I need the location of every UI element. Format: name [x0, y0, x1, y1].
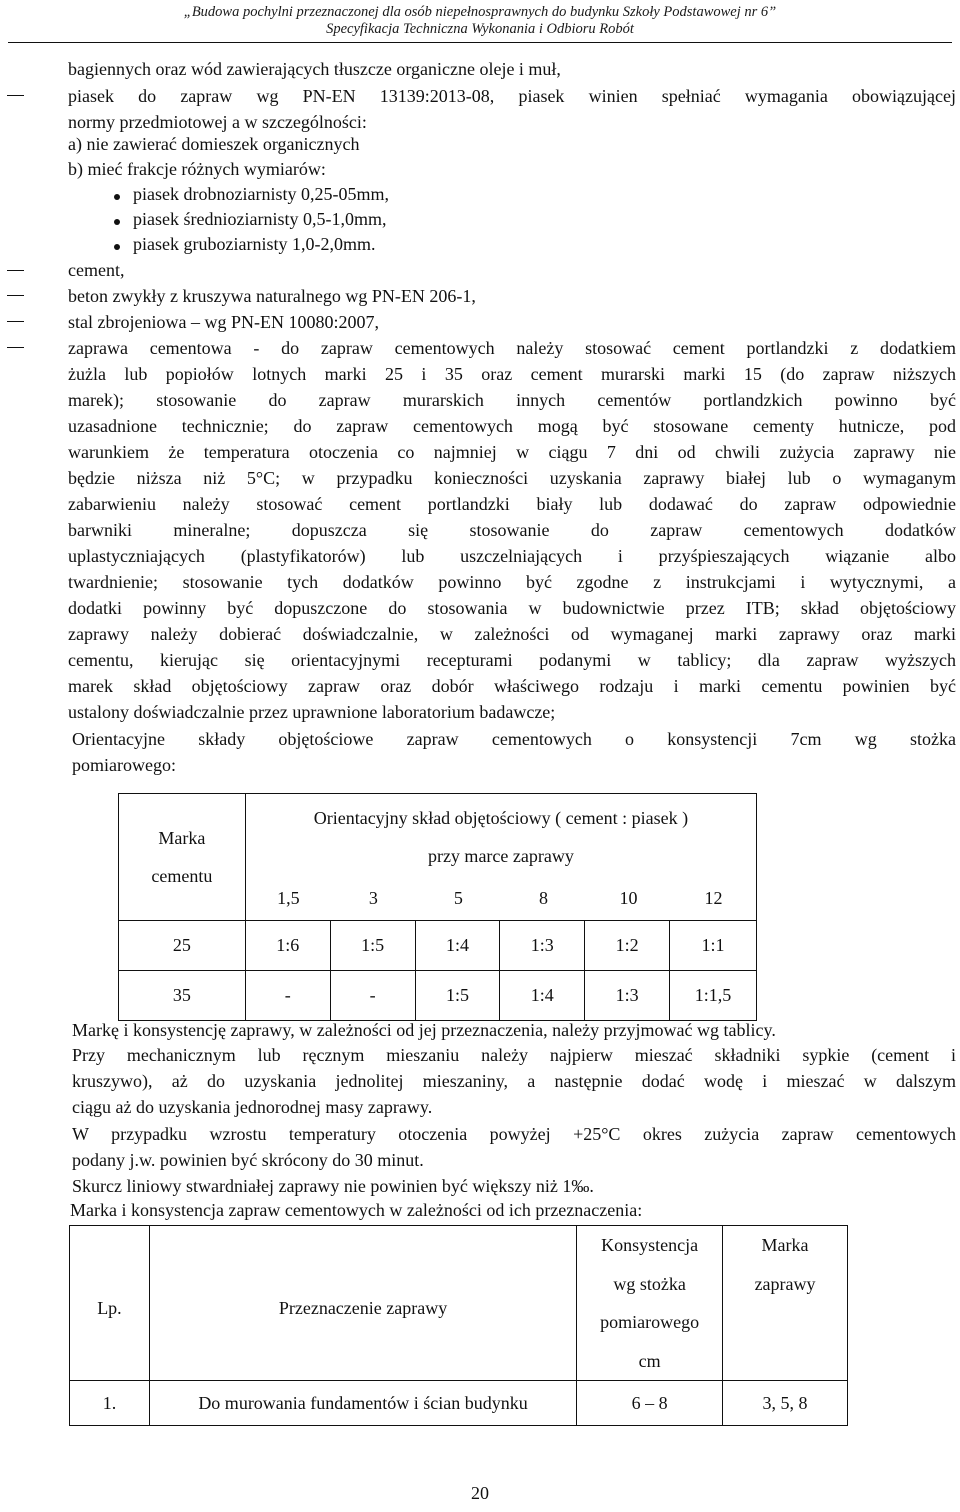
intro-line: a) nie zawierać domieszek organicznych	[68, 134, 360, 154]
bullet-marker	[114, 194, 120, 200]
table1-cell: 1:1,5	[670, 971, 757, 1021]
dash-item: stal zbrojeniowa – wg PN-EN 10080:2007,	[68, 312, 379, 332]
intro-line: normy przedmiotowej a w szczególności:	[68, 112, 367, 132]
table2-header-line: pomiarowego	[600, 1312, 700, 1332]
table1-group-header	[245, 794, 756, 921]
table2-header-line: wg stożka	[613, 1273, 686, 1294]
dash-marker	[7, 347, 24, 348]
header-spec-title: Specyfikacja Techniczna Wykonania i Odbioru Robót	[326, 21, 634, 37]
table2-header-line: Marka	[761, 1235, 809, 1255]
table-row	[119, 971, 757, 1021]
zaprawa-line: uzasadnione technicznie; do zapraw cementowych mogą być stosowane cementy hutnicze, pod	[68, 416, 956, 436]
header-divider	[8, 42, 952, 43]
after-line: podany j.w. powinien być skrócony do 30 minut.	[72, 1150, 424, 1170]
table1-column-header: 12	[704, 888, 723, 908]
sand-bullet-item: piasek drobnoziarnisty 0,25-05mm,	[133, 184, 389, 204]
dash-item: cement,	[68, 260, 125, 280]
table1-column-header: 1,5	[277, 888, 300, 908]
orient-line: pomiarowego:	[72, 755, 176, 775]
table1-cell: 1:4	[415, 921, 500, 971]
zaprawa-line: marek); stosowanie do zapraw murarskich innych cementów portlandzkich powinno być	[68, 390, 956, 410]
zaprawa-line: cementu, kierując się orientacyjnymi recepturami podanymi w tablicy; dla zapraw wyższych	[68, 650, 956, 670]
dash-marker	[7, 95, 24, 96]
table-row	[119, 921, 757, 971]
dash-marker	[7, 321, 24, 322]
table2-header-marka	[723, 1226, 848, 1381]
table1-corner-line: Marka	[158, 828, 206, 848]
table1-column-header: 8	[538, 888, 548, 908]
table1-cell: -	[330, 971, 415, 1021]
zaprawa-line: będzie niższa niż 5°C; w przypadku konieczności uzyskania zaprawy białej lub o wymaganym	[68, 468, 956, 488]
after-line: Markę i konsystencję zaprawy, w zależności od jej przeznaczenia, należy przyjmować wg tablicy.	[72, 1020, 776, 1040]
table2-cell-przeznaczenie: Do murowania fundamentów i ścian budynku	[149, 1381, 576, 1426]
table1-cell-marka: 35	[119, 971, 246, 1021]
table1-column-header: 3	[368, 888, 378, 908]
zaprawa-line: dodatki powinny być dopuszczone do stosowania w budownictwie przez ITB; skład objętościowy	[68, 598, 956, 618]
table2-header-line: zaprawy	[754, 1273, 816, 1294]
zaprawa-line: zaprawy należy dobierać doświadczalnie, w zależności od wymaganej marki zaprawy oraz marki	[68, 624, 956, 644]
dash-marker	[7, 295, 24, 296]
after-line: kruszywo), aż do uzyskania jednolitej mieszaniny, a następnie dodać wodę i mieszać w dalszym	[72, 1071, 956, 1091]
table1-cell: 1:4	[500, 971, 585, 1021]
table1-cell: 1:3	[500, 921, 585, 971]
page-number: 20	[471, 1483, 489, 1503]
table1-group-line: Orientacyjny skład objętościowy ( cement : piasek )	[313, 808, 689, 828]
zaprawa-line: marek skład objętościowy zapraw oraz dobór właściwego rodzaju i marki cementu powinien być	[68, 676, 956, 696]
bullet-marker	[114, 244, 120, 250]
table1-corner-line: cementu	[151, 866, 213, 886]
zaprawa-line: barwniki mineralne; dopuszcza się stosowanie do zapraw cementowych dodatków	[68, 520, 956, 540]
zaprawa-line: ustalony doświadczalnie przez uprawnione laboratorium badawcze;	[68, 702, 556, 722]
zaprawa-line: twardnienie; stosowanie tych dodatków powinno być zgodne z instrukcjami i wytycznymi, a	[68, 572, 956, 592]
after-line: Marka i konsystencja zapraw cementowych w zależności od ich przeznaczenia:	[70, 1200, 643, 1220]
zaprawa-line: zaprawa cementowa - do zapraw cementowych należy stosować cement portlandzki z dodatkiem	[68, 338, 956, 358]
table2-header-line: Konsystencja	[601, 1235, 699, 1255]
bullet-marker	[114, 219, 120, 225]
orient-line: Orientacyjne składy objętościowe zapraw cementowych o konsystencji 7cm wg stożka	[72, 729, 956, 749]
table1-cell: 1:1	[670, 921, 757, 971]
table2-cell-lp: 1.	[70, 1381, 150, 1426]
after-line: ciągu aż do uzyskania jednorodnej masy zaprawy.	[72, 1097, 433, 1117]
table1-column-header: 5	[453, 888, 463, 908]
table1-column-headers	[246, 886, 756, 910]
table-row	[70, 1381, 848, 1426]
intro-line: b) mieć frakcje różnych wymiarów:	[68, 159, 326, 179]
table2-cell-konsystencja: 6 – 8	[577, 1381, 723, 1426]
table1-group-line: przy marce zaprawy	[427, 846, 574, 866]
table2-header-przeznaczenie: Przeznaczenie zaprawy	[149, 1226, 576, 1381]
header-project-title: „Budowa pochylni przeznaczonej dla osób niepełnosprawnych do budynku Szkoły Podstawowej nr 6”	[183, 4, 777, 20]
table1-cell: 1:6	[245, 921, 330, 971]
intro-line: piasek do zapraw wg PN-EN 13139:2013-08, piasek winien spełniać wymagania obowiązującej	[68, 86, 956, 106]
document-header	[0, 4, 960, 38]
dash-marker	[7, 270, 24, 271]
table1-column-header: 10	[619, 888, 638, 908]
zaprawa-line: żużla lub popiołów lotnych marki 25 i 35 oraz cement murarski marki 15 (do zapraw niższych	[68, 364, 956, 384]
zaprawa-line: uplastyczniających (plastyfikatorów) lub uszczelniających i przyśpieszających wiązanie albo	[68, 546, 956, 566]
table2-header-lp: Lp.	[70, 1226, 150, 1381]
sand-bullet-item: piasek gruboziarnisty 1,0-2,0mm.	[133, 234, 376, 254]
table1-cell: 1:2	[585, 921, 670, 971]
dash-item: beton zwykły z kruszywa naturalnego wg PN-EN 206-1,	[68, 286, 476, 306]
table2-cell-marka: 3, 5, 8	[723, 1381, 848, 1426]
zaprawa-line: zabarwieniu należy stosować cement portlandzki biały lub dodawać do zapraw odpowiednie	[68, 494, 956, 514]
intro-line: bagiennych oraz wód zawierających tłuszcze organiczne oleje i muł,	[68, 59, 561, 79]
table-header-row	[70, 1226, 848, 1381]
table1-corner-header	[119, 794, 246, 921]
table1-cell: 1:5	[415, 971, 500, 1021]
table1-cell: -	[245, 971, 330, 1021]
mortar-composition-table	[118, 793, 757, 1021]
sand-bullet-item: piasek średnioziarnisty 0,5-1,0mm,	[133, 209, 387, 229]
after-line: Skurcz liniowy stwardniałej zaprawy nie powinien być większy niż 1‰.	[72, 1176, 594, 1196]
table1-cell-marka: 25	[119, 921, 246, 971]
mortar-purpose-table	[69, 1225, 848, 1426]
after-line: W przypadku wzrostu temperatury otoczenia powyżej +25°C okres zużycia zapraw cementowych	[72, 1124, 956, 1144]
table2-header-line: cm	[638, 1350, 661, 1371]
table1-cell: 1:5	[330, 921, 415, 971]
after-line: Przy mechanicznym lub ręcznym mieszaniu należy najpierw mieszać składniki sypkie (cement i	[72, 1045, 956, 1065]
zaprawa-line: warunkiem że temperatura otoczenia co najmniej w ciągu 7 dni od chwili zużycia zaprawy nie	[68, 442, 956, 462]
table1-cell: 1:3	[585, 971, 670, 1021]
table2-header-konsystencja	[577, 1226, 723, 1381]
